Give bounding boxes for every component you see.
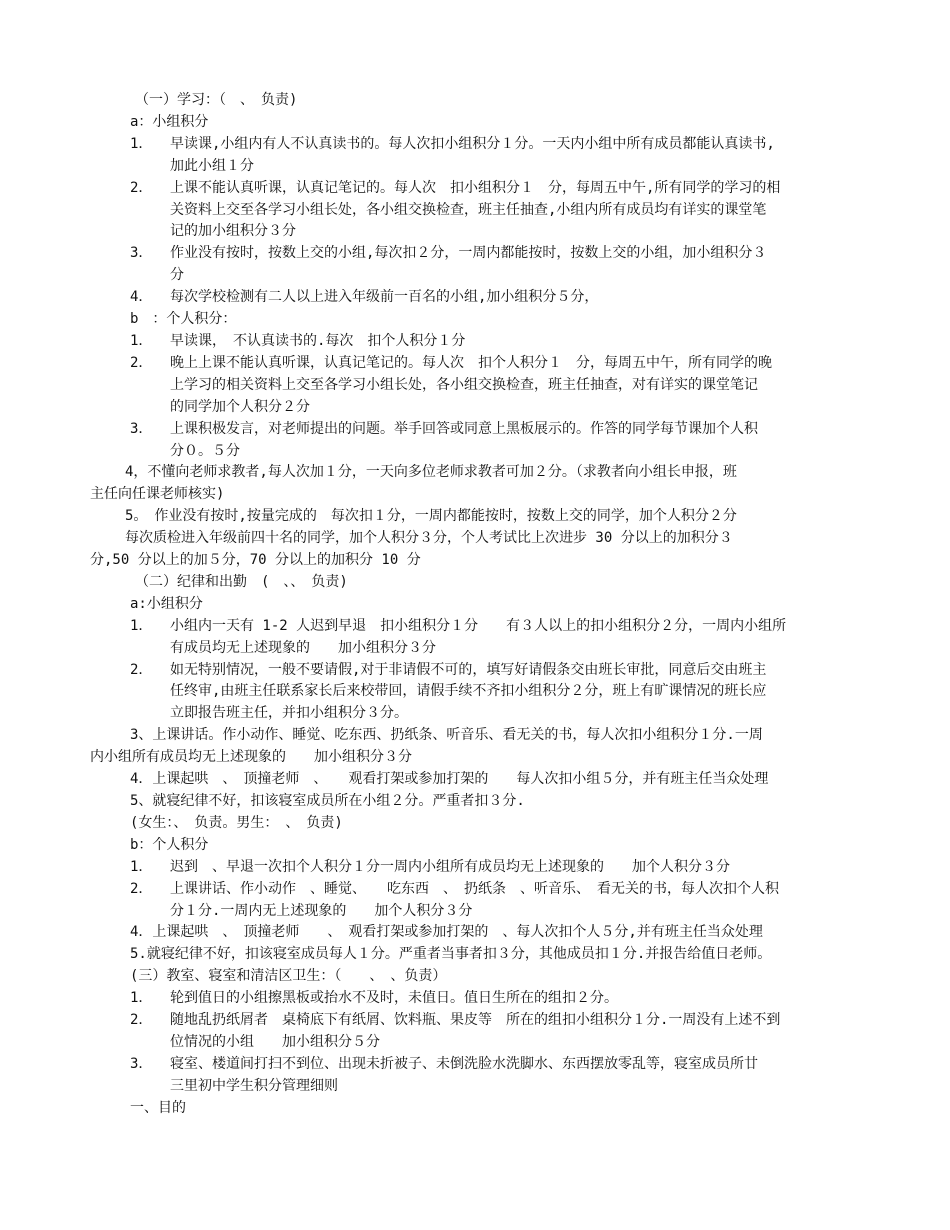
text-line: （二）纪律和出勤 ( 、、 负责) <box>135 573 348 590</box>
item-number: 2． <box>130 354 153 371</box>
text-line: （一）学习：（ 、 负责) <box>135 92 298 108</box>
text-line: 上学习的相关资料上交至各学习小组长处，各小组交换检查，班主任抽查，对有详实的课堂笔记 <box>170 376 758 393</box>
item-number: 1． <box>130 990 153 1007</box>
item-number: 1． <box>130 858 153 875</box>
text-line: 有成员均无上述现象的 加小组积分３分 <box>170 639 436 656</box>
item-text: 轮到值日的小组擦黑板或抬水不及时，未值日。值日生所在的组扣２分。 <box>170 990 618 1007</box>
numbered-item <box>0 243 950 265</box>
item-text: 如无特别情况，一般不要请假,对于非请假不可的，填写好请假条交由班长审批，同意后交由班主 <box>170 661 767 678</box>
text-line: 5。 作业没有按时,按量完成的 每次扣１分，一周内都能按时，按数上交的同学，加个人积分２分 <box>125 508 737 525</box>
text-line: 4．上课起哄 、 顶撞老师 、 观看打架或参加打架的 、每人次扣个人５分,并有班主任当众处理 <box>130 924 763 941</box>
text-line: 每次质检进入年级前四十名的同学，加个人积分３分，个人考试比上次进步 30 分以上的加积分３ <box>125 530 733 547</box>
numbered-item <box>0 616 950 638</box>
item-text: 迟到 、早退一次扣个人积分１分一周内小组所有成员均无上述现象的 加个人积分３分 <box>170 858 730 875</box>
item-text: 小组内一天有 1-2 人迟到早退 扣小组积分１分 有３人以上的扣小组积分２分，一周内小组所 <box>170 617 787 634</box>
text-line: 三里初中学生积分管理细则 <box>170 1077 338 1094</box>
text-line: 5.就寝纪律不好，扣该寝室成员每人１分。严重者当事者扣３分，其他成员扣１分.并报告给值日老师。 <box>130 946 772 963</box>
text-line: b ：个人积分： <box>130 311 237 328</box>
numbered-item <box>0 1054 950 1076</box>
text-line: 分１分.一周内无上述现象的 加个人积分３分 <box>170 902 473 919</box>
text-line: 4，不懂向老师求教者,每人次加１分，一天向多位老师求教者可加２分。（求教者向小组长申报，班 <box>125 464 737 481</box>
text-line: 5、就寝纪律不好，扣该寝室成员所在小组２分。严重者扣３分. <box>130 793 525 809</box>
text-line: 加此小组１分 <box>170 157 254 174</box>
text-line: 任终审,由班主任联系家长后来校带回，请假手续不齐扣小组积分２分，班上有旷课情况的班长应 <box>170 683 767 700</box>
item-text: 上课不能认真听课，认真记笔记的。每人次 扣小组积分１ 分，每周五中午,所有同学的学习的相 <box>170 179 781 196</box>
item-text: 晚上上课不能认真听课，认真记笔记的。每人次 扣个人积分１ 分，每周五中午，所有同学的晚 <box>170 354 772 371</box>
numbered-item <box>0 660 950 682</box>
text-line: 立即报告班主任，并扣小组积分３分。 <box>170 705 408 722</box>
numbered-item <box>0 1010 950 1032</box>
text-line: a:小组积分 <box>130 595 203 612</box>
text-line: a：小组积分 <box>130 113 209 130</box>
numbered-item <box>0 879 950 901</box>
item-text: 每次学校检测有二人以上进入年级前一百名的小组,加小组积分５分， <box>170 289 599 306</box>
item-text: 早读课， 不认真读书的.每次 扣个人积分１分 <box>170 332 466 349</box>
text-line: 一、目的 <box>130 1099 186 1116</box>
item-number: 2． <box>130 661 153 678</box>
text-line: 分,50 分以上的加５分，70 分以上的加积分 10 分 <box>90 552 421 569</box>
text-line: 4．上课起哄 、 顶撞老师 、 观看打架或参加打架的 每人次扣小组５分，并有班主任当众处理 <box>130 771 769 788</box>
document-body <box>0 90 950 1120</box>
item-text: 上课讲话、作小动作 、睡觉、 吃东西 、 扔纸条 、听音乐、 看无关的书，每人次扣个人积 <box>170 880 779 897</box>
text-line: 位情况的小组 加小组积分５分 <box>170 1033 380 1050</box>
text-line: 主任向任课老师核实) <box>90 486 225 503</box>
item-text: 寝室、楼道间打扫不到位、出现未折被子、未倒洗脸水洗脚水、东西摆放零乱等，寝室成员所廿 <box>170 1055 758 1072</box>
text-line: b：个人积分 <box>130 836 209 853</box>
item-text: 作业没有按时，按数上交的小组,每次扣２分，一周内都能按时，按数上交的小组，加小组积分３ <box>170 245 767 262</box>
item-number: 2． <box>130 1012 153 1029</box>
numbered-item <box>0 178 950 200</box>
text-line: 记的加小组积分３分 <box>170 223 296 240</box>
item-number: 4． <box>130 289 153 306</box>
item-number: 3． <box>130 245 153 262</box>
text-line: 3、上课讲话。作小动作、睡觉、吃东西、扔纸条、听音乐、看无关的书，每人次扣小组积分１分.一周 <box>130 727 763 744</box>
numbered-item <box>0 331 950 353</box>
item-number: 1． <box>130 617 153 634</box>
item-number: 2． <box>130 179 153 196</box>
text-line: 分 <box>170 267 184 284</box>
item-text: 早读课,小组内有人不认真读书的。每人次扣小组积分１分。一天内小组中所有成员都能认真读书, <box>170 135 775 152</box>
text-line: 内小组所有成员均无上述现象的 加小组积分３分 <box>90 749 412 766</box>
text-line: (三）教室、寝室和清洁区卫生：（ 、 、负责） <box>130 968 447 985</box>
item-number: 3． <box>130 1055 153 1072</box>
item-number: 3． <box>130 420 153 437</box>
text-line: (女生：、 负责。男生： 、 负责) <box>130 814 343 831</box>
numbered-item <box>0 287 950 309</box>
item-text: 随地乱扔纸屑者 桌椅底下有纸屑、饮料瓶、果皮等 所在的组扣小组积分１分.一周没有上述不到 <box>170 1012 781 1029</box>
numbered-item <box>0 134 950 156</box>
item-text: 上课积极发言，对老师提出的问题。举手回答或同意上黑板展示的。作答的同学每节课加个人积 <box>170 420 758 437</box>
text-line: 分０。５分 <box>170 442 240 459</box>
numbered-item <box>0 988 950 1010</box>
text-line: 关资料上交至各学习小组长处，各小组交换检查，班主任抽查,小组内所有成员均有详实的课堂笔 <box>170 201 767 218</box>
item-number: 1． <box>130 332 153 349</box>
numbered-item <box>0 857 950 879</box>
numbered-item <box>0 419 950 441</box>
text-line: 的同学加个人积分２分 <box>170 398 310 415</box>
item-number: 2． <box>130 880 153 897</box>
numbered-item <box>0 353 950 375</box>
item-number: 1． <box>130 135 153 152</box>
